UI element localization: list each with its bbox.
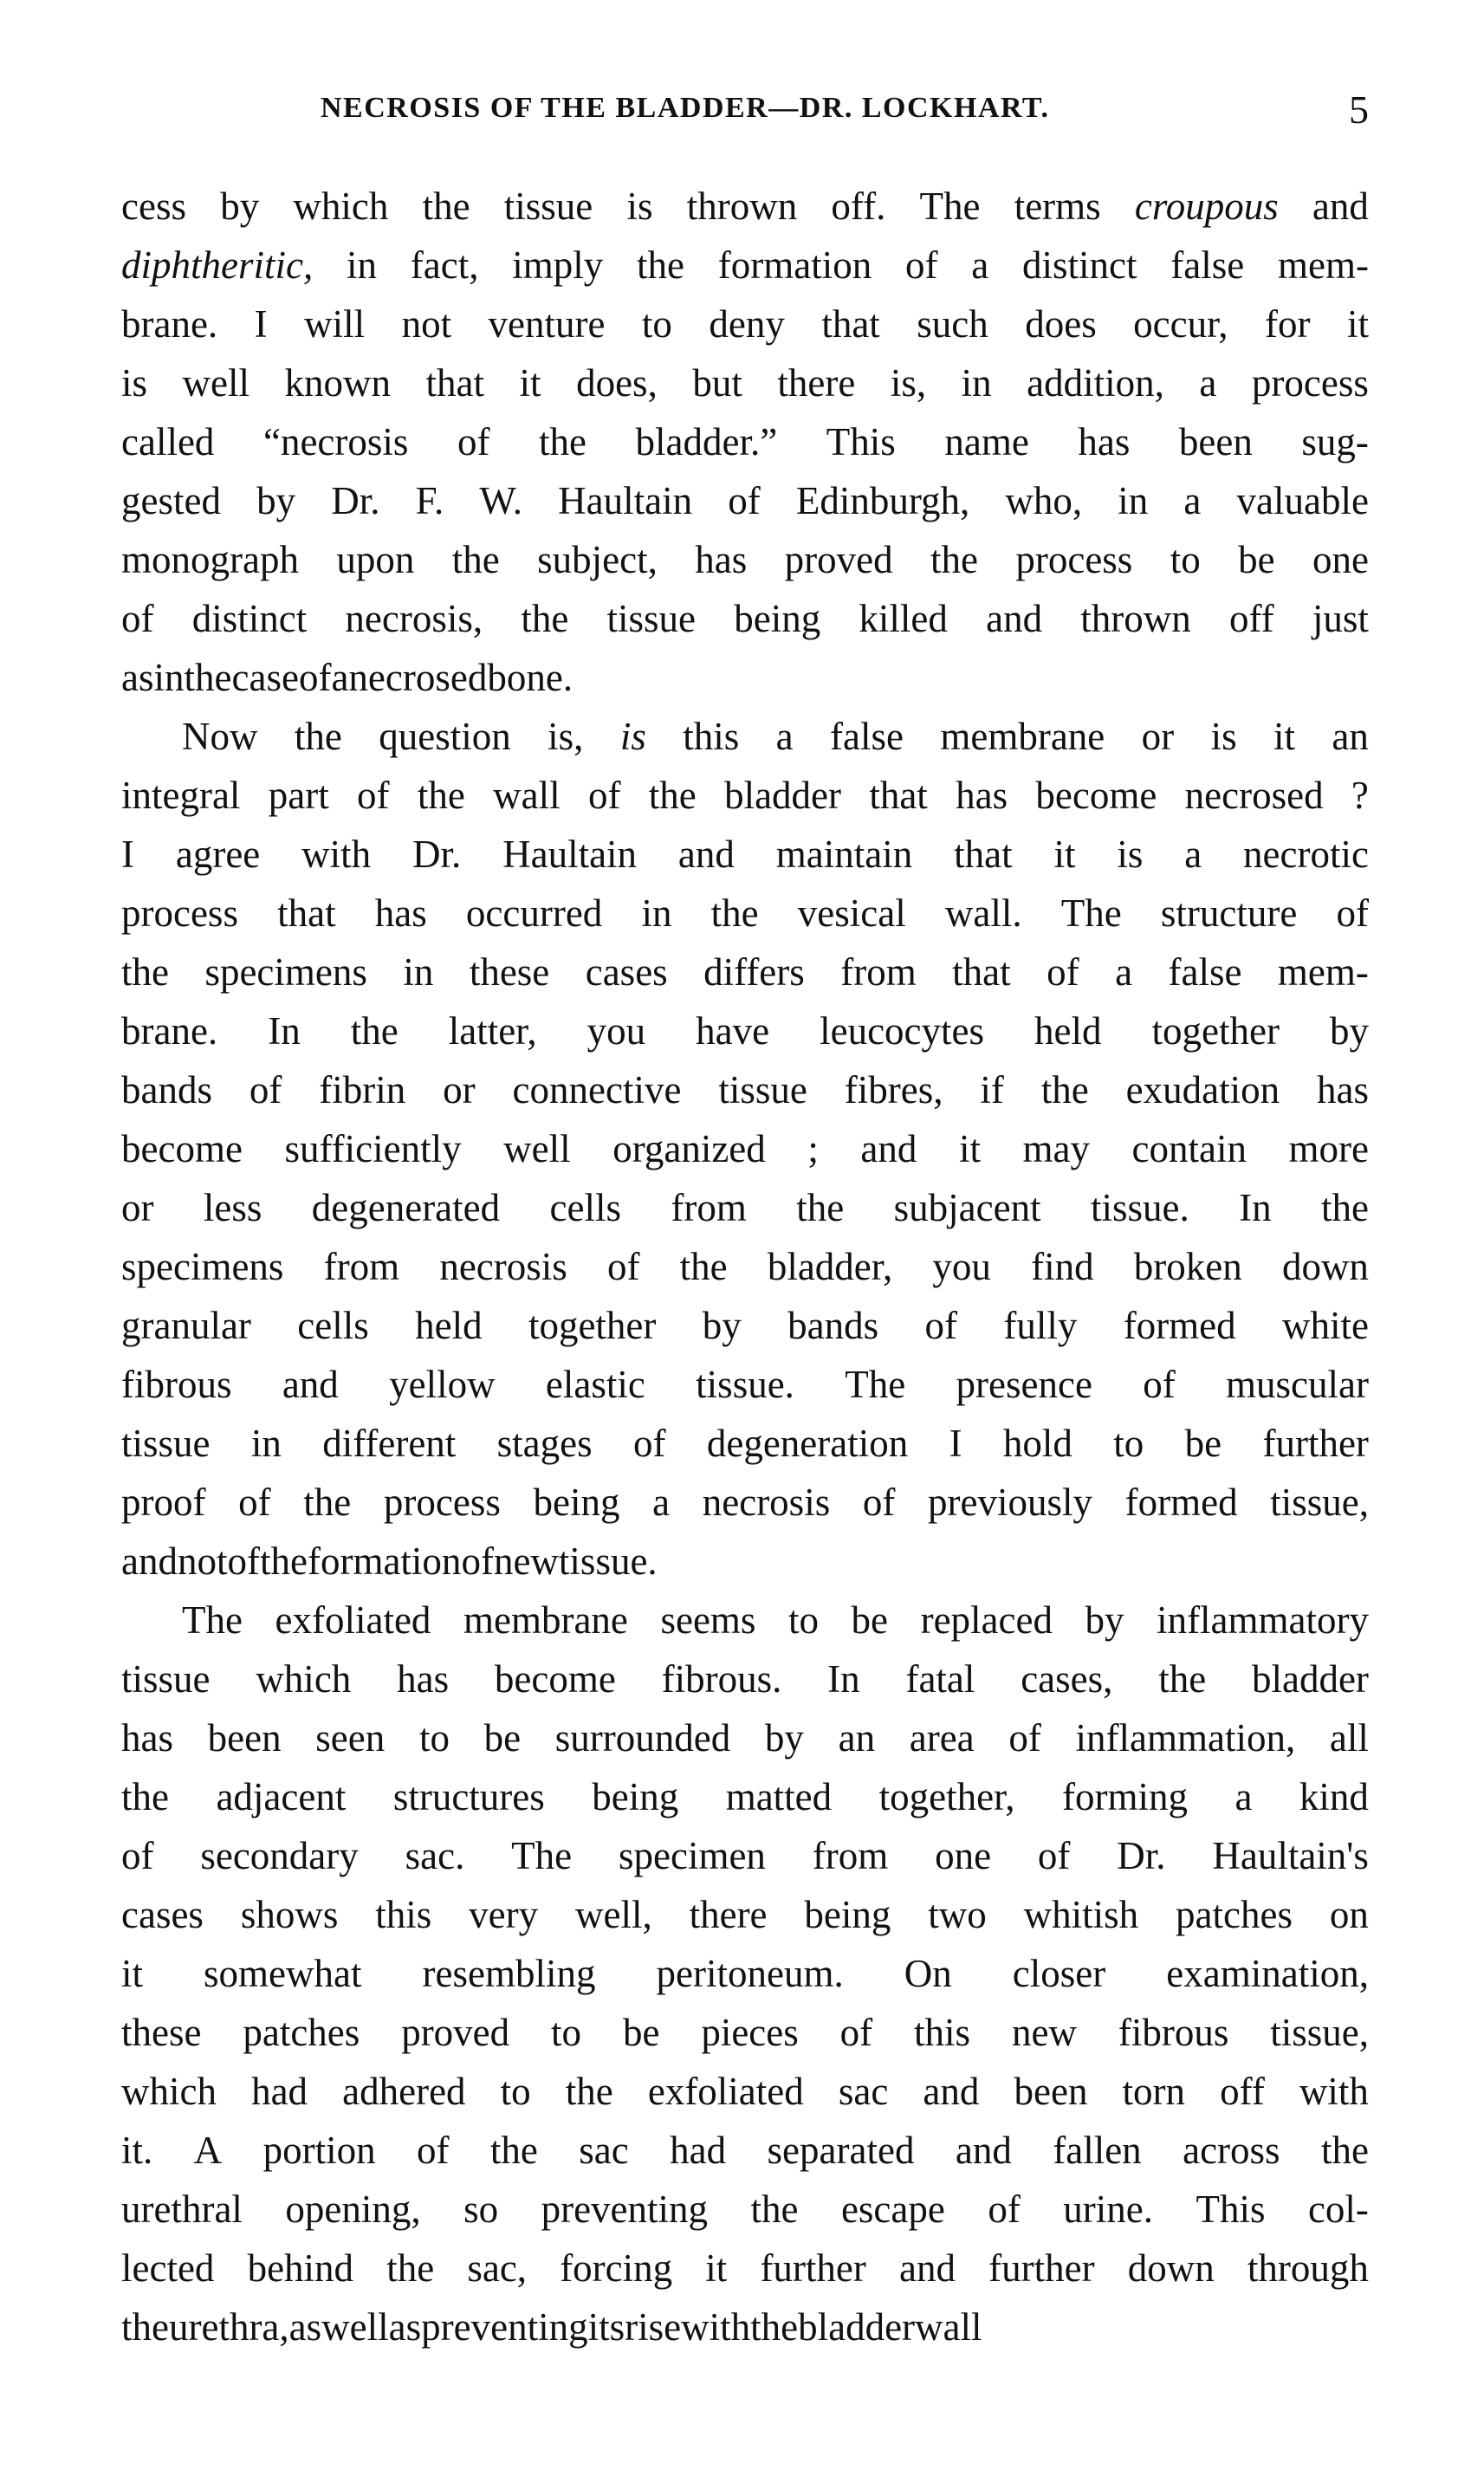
paragraph [121, 707, 1369, 1591]
text-line: diphtheritic, in fact, imply the formation of a distinct false mem- [121, 243, 1369, 287]
text-line: become sufficiently well organized ; and it may contain more [121, 1127, 1369, 1170]
text-line: it. A portion of the sac had separated and fallen across the [121, 2129, 1369, 2172]
paragraph [121, 1591, 1369, 2356]
text-line: which had adhered to the exfoliated sac and been torn off with [121, 2070, 1369, 2113]
text-line: gested by Dr. F. W. Haultain of Edinburgh, who, in a valuable [121, 479, 1369, 522]
paragraph [121, 177, 1369, 707]
text-line: of secondary sac. The specimen from one of Dr. Haultain's [121, 1834, 1369, 1877]
text-line: is well known that it does, but there is, in addition, a process [121, 361, 1369, 405]
text-line: Now the question is, is this a false membrane or is it an [182, 715, 1369, 758]
running-title: NECROSIS OF THE BLADDER—DR. LOCKHART. [321, 92, 1050, 124]
text-line: process that has occurred in the vesical wall. The structure of [121, 891, 1369, 935]
text-line: called “necrosis of the bladder.” This name has been sug- [121, 420, 1369, 463]
text-line: urethral opening, so preventing the escape of urine. This col- [121, 2188, 1369, 2231]
running-head [121, 88, 1369, 144]
text-line: The exfoliated membrane seems to be replaced by inflammatory [182, 1598, 1369, 1642]
page-number: 5 [1349, 88, 1369, 132]
text-line: as in the case of a necrosed bone. [121, 656, 574, 699]
text-line: tissue in different stages of degeneration I hold to be further [121, 1422, 1369, 1465]
text-line: of distinct necrosis, the tissue being killed and thrown off just [121, 597, 1369, 640]
body-text [121, 177, 1369, 2356]
text-line: the urethra, as well as preventing its rise with the bladder wall [121, 2305, 982, 2349]
text-line: the adjacent structures being matted together, forming a kind [121, 1775, 1369, 1818]
text-line: the specimens in these cases differs from that of a false mem- [121, 950, 1369, 994]
text-line: monograph upon the subject, has proved the process to be one [121, 538, 1369, 581]
text-line: these patches proved to be pieces of this new fibrous tissue, [121, 2011, 1369, 2054]
text-line: cess by which the tissue is thrown off. The terms croupous and [121, 185, 1369, 228]
text-line: brane. In the latter, you have leucocytes held together by [121, 1009, 1369, 1053]
text-line: lected behind the sac, forcing it further and further down through [121, 2246, 1369, 2290]
text-line: integral part of the wall of the bladder that has become necrosed ? [121, 774, 1369, 817]
text-line: cases shows this very well, there being two whitish patches on [121, 1893, 1369, 1936]
text-line: has been seen to be surrounded by an area of inflammation, all [121, 1716, 1369, 1760]
text-line: specimens from necrosis of the bladder, you find broken down [121, 1245, 1369, 1288]
text-line: granular cells held together by bands of fully formed white [121, 1304, 1369, 1347]
text-line: proof of the process being a necrosis of previously formed tissue, [121, 1481, 1369, 1524]
text-line: or less degenerated cells from the subjacent tissue. In the [121, 1186, 1369, 1229]
text-line: I agree with Dr. Haultain and maintain that it is a necrotic [121, 833, 1369, 876]
text-line: fibrous and yellow elastic tissue. The presence of muscular [121, 1363, 1369, 1406]
text-line: bands of fibrin or connective tissue fibres, if the exudation has [121, 1068, 1369, 1112]
text-line: brane. I will not venture to deny that such does occur, for it [121, 302, 1369, 346]
text-line: tissue which has become fibrous. In fatal cases, the bladder [121, 1657, 1369, 1701]
text-line: and not of the formation of new tissue. [121, 1539, 658, 1583]
text-line: it somewhat resembling peritoneum. On closer examination, [121, 1952, 1369, 1995]
